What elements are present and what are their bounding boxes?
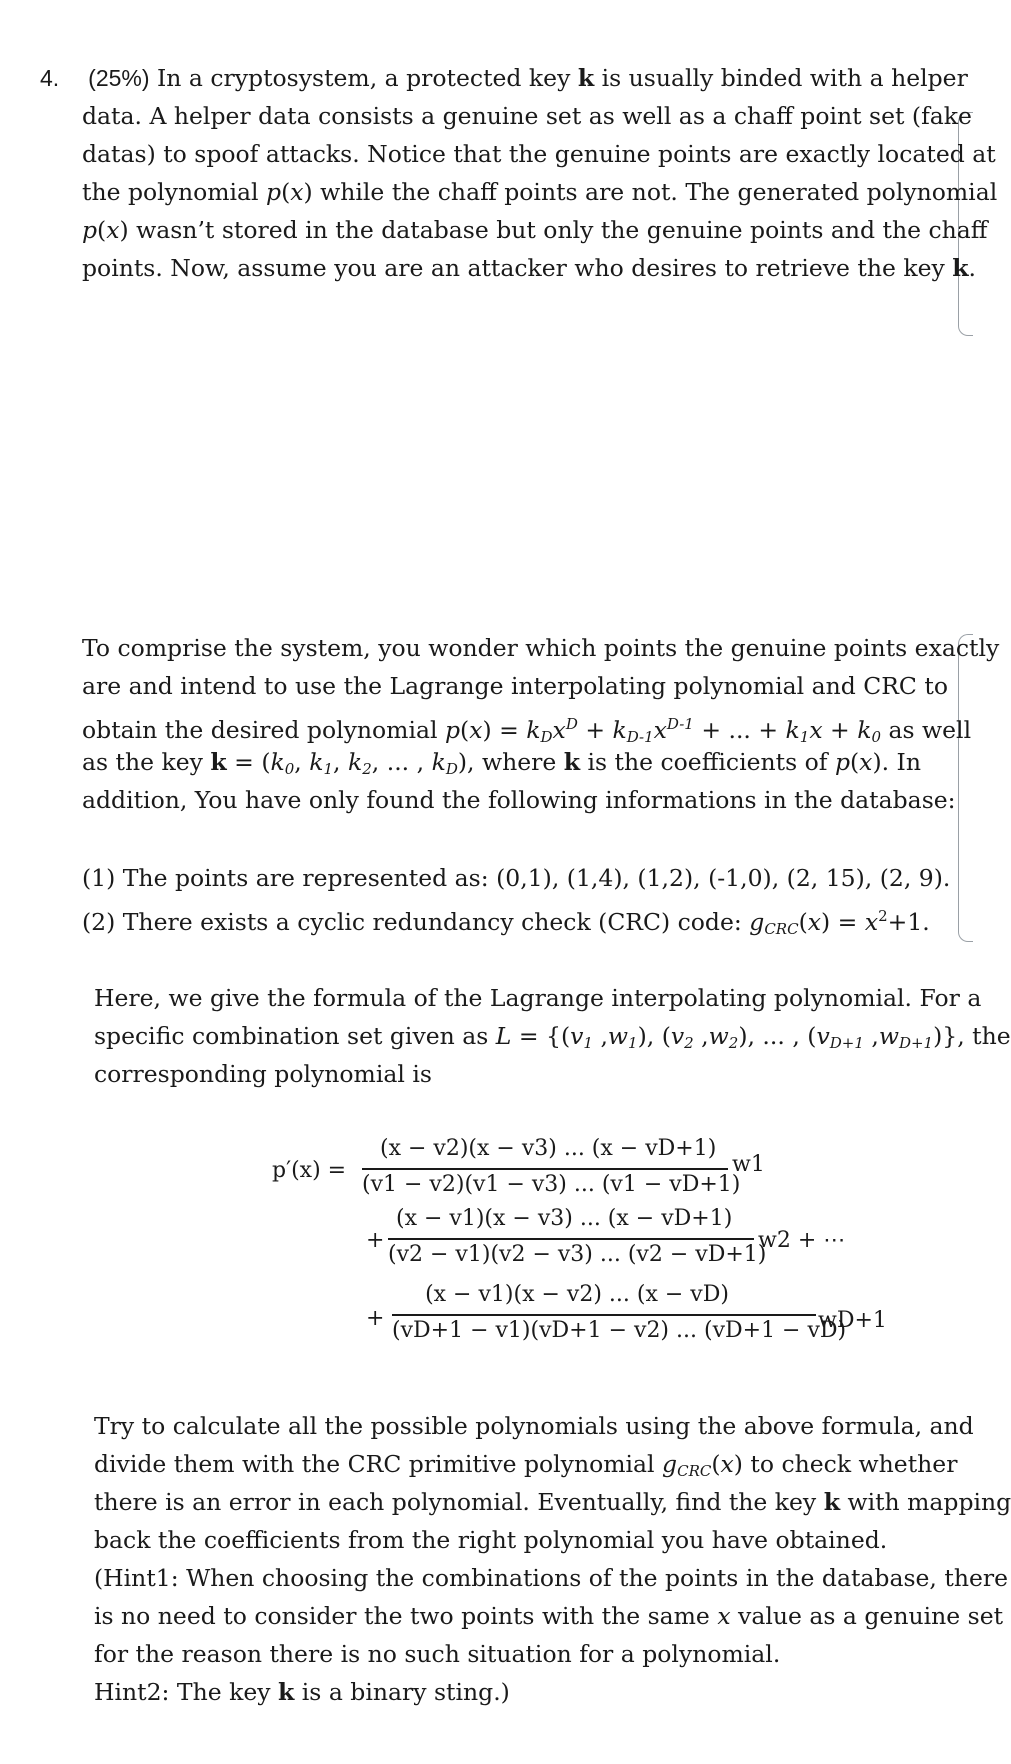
lagrange-line-3: corresponding polynomial is: [94, 1060, 432, 1088]
term1-fraction-bar: [362, 1168, 728, 1170]
question-weight: (25%): [88, 65, 150, 91]
points-list: (1) The points are represented as: (0,1), (1,4), (1,2), (-1,0), (2, 15), (2, 9).: [82, 864, 951, 892]
term2-numerator: (x − v1)(x − v3) ... (x − vD+1): [396, 1206, 733, 1231]
term2-fraction-bar: [388, 1238, 754, 1240]
comprise-line-5: addition, You have only found the following informations in the database:: [82, 786, 956, 814]
intro-line-6: points. Now, assume you are an attacker who desires to retrieve the key k.: [82, 254, 977, 282]
term3-denominator: (vD+1 − v1)(vD+1 − v2) ... (vD+1 − vD): [392, 1318, 847, 1343]
intro-line-1: [40, 62, 968, 94]
comprise-line-4: as the key $k = (k_0$, $k_1$, $k_2$, ... , $k_D$), where k is the coefficients of p(x). In: [82, 748, 921, 778]
term2-plus: +: [366, 1228, 385, 1253]
comprise-line-3: obtain the desired polynomial $p(x) = k_Dx^D + k_{D-1}x^{D-1}$ + ... + $k_1x + k_0$ as well: [82, 715, 972, 746]
lagrange-line-1: Here, we give the formula of the Lagrange interpolating polynomial. For a: [94, 984, 982, 1012]
formula-lhs: p′(x) =: [272, 1158, 347, 1183]
task-line-2: divide them with the CRC primitive polynomial $g_{CRC}(x)$ to check whether: [94, 1450, 958, 1480]
term3-plus: +: [366, 1306, 385, 1331]
task-line-3: there is an error in each polynomial. Eventually, find the key k with mapping: [94, 1488, 1011, 1516]
term1-numerator: (x − v2)(x − v3) ... (x − vD+1): [380, 1136, 717, 1161]
crc-code: (2) There exists a cyclic redundancy check (CRC) code: $g_{CRC}(x) = x^2+1$.: [82, 907, 930, 938]
intro-text-1: In a cryptosystem, a protected key k is usually binded with a helper: [157, 64, 968, 92]
intro-line-5: p(x) wasn’t stored in the database but only the genuine points and the chaff: [82, 216, 988, 244]
page-edge-tab[interactable]: [958, 634, 973, 942]
term3-weight: wD+1: [818, 1308, 887, 1333]
term3-numerator: (x − v1)(x − v2) ... (x − vD): [425, 1282, 729, 1307]
task-line-8: Hint2: The key k is a binary sting.): [94, 1678, 510, 1706]
task-line-5: (Hint1: When choosing the combinations of the points in the database, there: [94, 1564, 1008, 1592]
comprise-line-2: are and intend to use the Lagrange interpolating polynomial and CRC to: [82, 672, 948, 700]
intro-line-4: the polynomial p(x) while the chaff points are not. The generated polynomial: [82, 178, 998, 206]
term2-denominator: (v2 − v1)(v2 − v3) ... (v2 − vD+1): [388, 1242, 767, 1267]
term3-fraction-bar: [392, 1314, 816, 1316]
term1-weight: w1: [732, 1152, 765, 1177]
task-line-7: for the reason there is no such situation for a polynomial.: [94, 1640, 781, 1668]
intro-line-3: datas) to spoof attacks. Notice that the genuine points are exactly located at: [82, 140, 996, 168]
comprise-line-1: To comprise the system, you wonder which points the genuine points exactly: [82, 634, 1000, 662]
lagrange-line-2: specific combination set given as $L = \{(v_1$ $,w_1$), ($v_2$ $,w_2$), ... , ($v_{D+1}$ $,w_{D+1}$)}, the: [94, 1022, 1011, 1052]
task-line-6: is no need to consider the two points with the same x value as a genuine set: [94, 1602, 1004, 1630]
task-line-1: Try to calculate all the possible polynomials using the above formula, and: [94, 1412, 974, 1440]
term1-denominator: (v1 − v2)(v1 − v3) ... (v1 − vD+1): [362, 1172, 741, 1197]
term2-weight: w2 + ⋯: [758, 1228, 846, 1253]
question-number: 4.: [40, 65, 60, 91]
task-line-4: back the coefficients from the right polynomial you have obtained.: [94, 1526, 888, 1554]
intro-line-2: data. A helper data consists a genuine set as well as a chaff point set (fake: [82, 102, 972, 130]
